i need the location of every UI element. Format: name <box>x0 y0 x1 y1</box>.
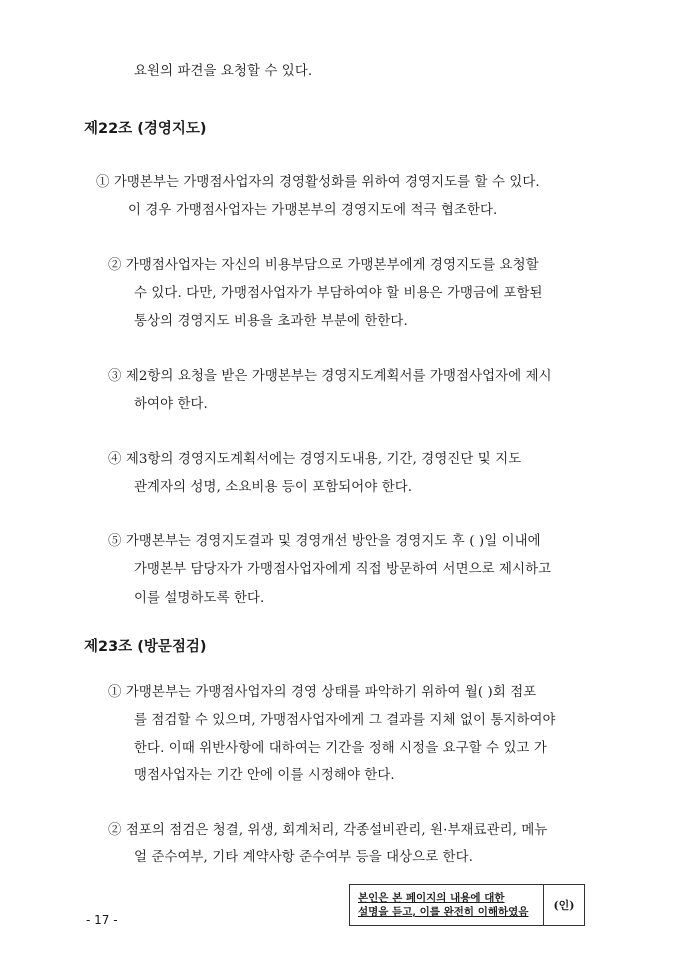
text-line: 가맹본부 담당자가 가맹점사업자에게 직접 방문하여 서면으로 제시하고 <box>134 562 552 577</box>
confirmation-text <box>350 885 543 925</box>
text-line: ④ 제3항의 경영지도계획서에는 경영지도내용, 기간, 경영진단 및 지도 <box>108 452 522 467</box>
text-line: ② 점포의 점검은 청결, 위생, 회계처리, 각종설비관리, 원·부재료관리, 메뉴 <box>108 823 548 838</box>
text-line: ② 가맹점사업자는 자신의 비용부담으로 가맹본부에게 경영지도를 요청할 <box>108 258 539 273</box>
text-line: 를 점검할 수 있으며, 가맹점사업자에게 그 결과를 지체 없이 통지하여야 <box>134 713 556 728</box>
text-line: 한다. 이때 위반사항에 대하여는 기간을 정해 시정을 요구할 수 있고 가 <box>134 741 547 756</box>
text-line: ① 가맹본부는 가맹점사업자의 경영 상태를 파악하기 위하여 월( )회 점포 <box>108 685 537 700</box>
text-line: 수 있다. 다만, 가맹점사업자가 부담하여야 할 비용은 가맹금에 포함된 <box>134 286 543 301</box>
text-line: ⑤ 가맹본부는 경영지도결과 및 경영개선 방안을 경영지도 후 ( )일 이내에 <box>108 534 541 549</box>
confirmation-box <box>349 884 585 926</box>
text-line: 얼 준수여부, 기타 계약사항 준수여부 등을 대상으로 한다. <box>134 850 474 865</box>
text-line: 하여야 한다. <box>134 397 208 412</box>
text-line: ③ 제2항의 요청을 받은 가맹본부는 경영지도계획서를 가맹점사업자에 제시 <box>108 369 552 384</box>
article-23-heading: 제23조 (방문점검) <box>84 639 207 655</box>
text-line: 요원의 파견을 요청할 수 있다. <box>134 64 313 79</box>
text-line: ① 가맹본부는 가맹점사업자의 경영활성화를 위하여 경영지도를 할 수 있다. <box>96 175 540 190</box>
text-line: 통상의 경영지도 비용을 초과한 부분에 한한다. <box>134 314 408 329</box>
seal-field: (인) <box>543 885 584 925</box>
page-number: - 17 - <box>86 913 118 927</box>
article-22-heading: 제22조 (경영지도) <box>84 121 207 137</box>
confirmation-line-2: 설명을 듣고, 이를 완전히 이해하였음 <box>358 906 529 918</box>
confirmation-line-1: 본인은 본 페이지의 내용에 대한 <box>358 892 505 904</box>
text-line: 맹점사업자는 기간 안에 이를 시정해야 한다. <box>134 768 395 783</box>
text-line: 이를 설명하도록 한다. <box>134 591 265 606</box>
text-line: 관계자의 성명, 소요비용 등이 포함되어야 한다. <box>134 480 413 495</box>
text-line: 이 경우 가맹점사업자는 가맹본부의 경영지도에 적극 협조한다. <box>128 203 498 218</box>
